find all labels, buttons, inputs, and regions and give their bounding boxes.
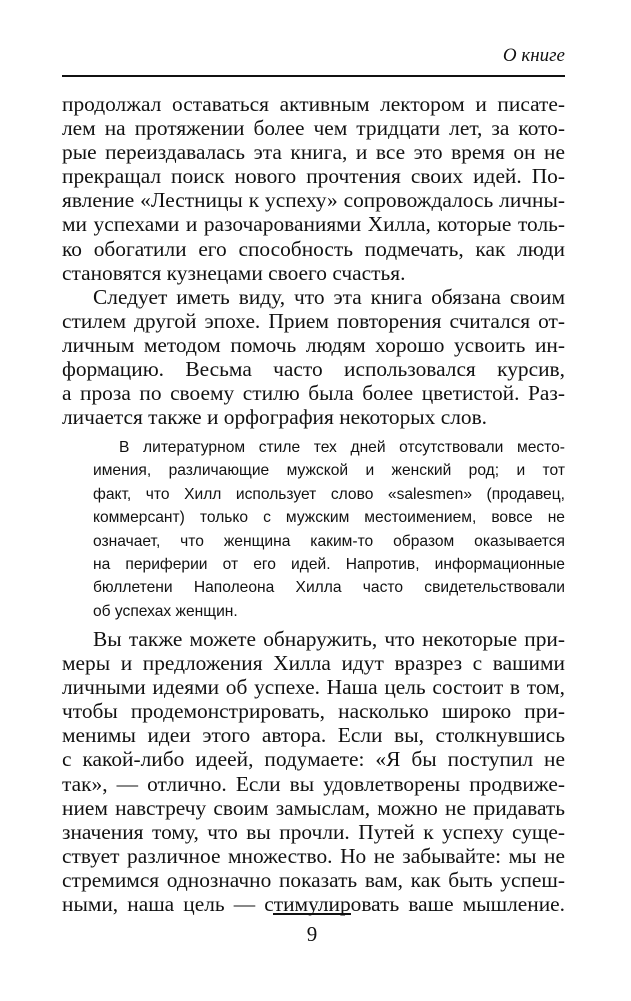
text-line: продолжал оставаться активным лектором и писате- [62,92,565,116]
text-line: прекращал поиск нового прочтения своих идей. По- [62,164,565,189]
note-line: об успехах женщин. [93,602,238,620]
paragraph-continued [62,92,565,285]
text-line: личается также и орфография некоторых слов. [62,405,488,430]
text-line: формацию. Весьма часто использовался курсив, [62,357,565,382]
text-line: ными, наша цель — стимулировать ваше мышление. [62,892,565,917]
paragraph-main [62,627,565,916]
text-line: явление «Лестницы к успеху» сопровождалось личны- [62,188,565,213]
text-line: меры и предложения Хилла идут вразрез с вашими [62,651,565,676]
text-line: с какой-либо идеей, подумаете: «Я бы поступил не [62,747,565,772]
text-line: Следует иметь виду, что эта книга обязана своим [93,285,565,309]
note-line: факт, что Хилл использует слово «salesmen» (продавец, [93,485,565,503]
note-line: имения, различающие мужской и женский род; и тот [93,462,565,480]
text-line: Вы также можете обнаружить, что некоторые при- [93,627,565,651]
text-line: ко обогатили его способность подмечать, как люди [62,236,565,261]
text-line: а проза по своему стилю была более цветистой. Раз- [62,381,565,406]
footer-rule [273,913,351,915]
text-line: ствует различное множество. Но не забывайте: мы не [62,843,565,868]
note-line: В литературном стиле тех дней отсутствовали место- [119,439,565,456]
note-line: бюллетени Наполеона Хилла часто свидетельствовали [93,579,565,597]
text-line: стилем другой эпохе. Прием повторения считался от- [62,309,565,334]
header-rule [62,75,565,77]
text-line: становятся кузнецами своего счастья. [62,260,406,285]
note-line: означает, что женщина каким-то образом оказывается [93,532,565,550]
text-line: стремимся однозначно показать вам, как быть успеш- [62,867,565,892]
text-line: лем на протяжении более чем тридцати лет, за кото- [62,116,565,141]
text-line: так», — отлично. Если вы удовлетворены продвиже- [62,771,565,796]
text-line: личным методом помочь людям хорошо усвоить ин- [62,333,565,358]
text-line: менимы идеи этого автора. Если вы, столкнувшись [62,723,565,748]
text-line: нием навстречу своим замыслам, можно не придавать [62,795,565,820]
running-head: О книге [502,45,565,66]
page-number: 9 [306,922,318,946]
note-line: на периферии от его идей. Напротив, информационные [93,555,565,573]
note-line: коммерсант) только с мужским местоимением, вовсе не [93,509,565,527]
text-line: чтобы продемонстрировать, насколько широко при- [62,699,565,724]
paragraph-style-note [62,285,565,430]
boxed-note [93,436,565,623]
text-line: значения тому, что вы прочли. Путей к успеху суще- [62,819,565,844]
text-line: ми успехами и разочарованиями Хилла, которые толь- [62,212,565,237]
text-line: личными идеями об успехе. Наша цель состоит в том, [62,675,565,700]
text-line: рые переиздавалась эта книга, и все это время он не [62,140,565,165]
